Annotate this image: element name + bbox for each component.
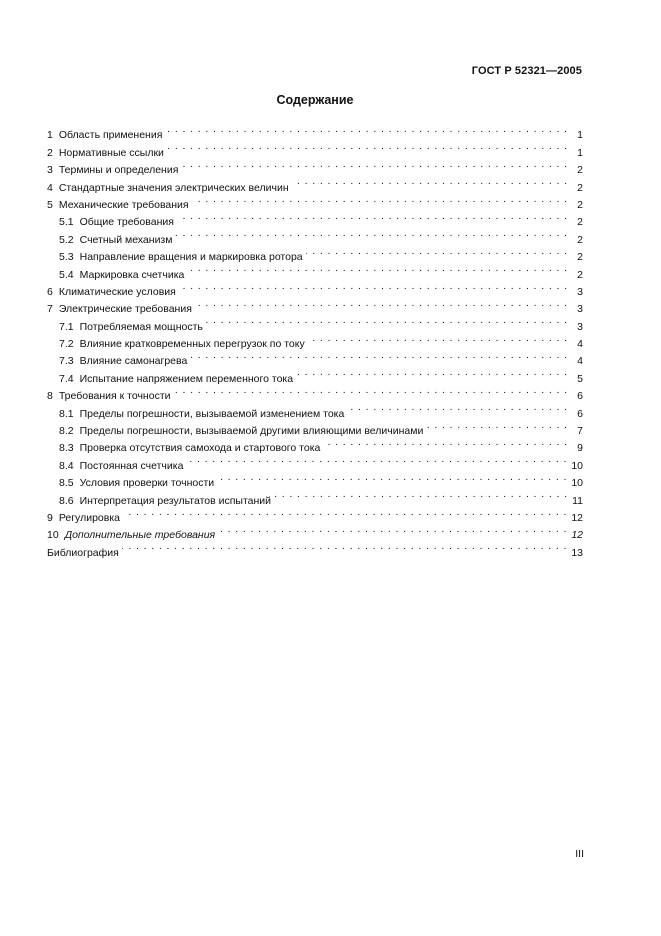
toc-entry-page: 2 [577, 268, 583, 281]
toc-entry-label: Пределы погрешности, вызываемой другими влияющими величинами [79, 425, 424, 438]
toc-entry-label: Проверка отсутствия самохода и стартового тока [79, 442, 321, 455]
dot-leader [122, 538, 567, 555]
toc-entry-number: 5.2 [59, 233, 74, 246]
toc-entry[interactable] [47, 121, 583, 142]
toc-entry-number: 2 [47, 146, 53, 159]
toc-entry-page: 2 [577, 181, 583, 194]
dot-leader [190, 347, 568, 364]
toc-entry-label: Влияние самонагрева [79, 355, 188, 368]
toc-entry-number: 7.3 [59, 355, 74, 368]
dot-leader [192, 191, 568, 208]
dot-leader [323, 434, 568, 451]
dot-leader [306, 243, 568, 260]
dot-leader [218, 521, 567, 538]
toc-entry-label: Дополнительные требования [64, 529, 216, 542]
toc-entry-label: Маркировка счетчика [79, 268, 185, 281]
toc-entry-page: 10 [571, 477, 583, 490]
dot-leader [186, 451, 567, 468]
toc-entry-number: 9 [47, 511, 53, 524]
toc-entry-page: 10 [571, 459, 583, 472]
toc-entry-label: Механические требования [58, 198, 189, 211]
toc-entry-label: Направление вращения и маркировка ротора [79, 251, 303, 264]
dot-leader [123, 504, 567, 521]
dot-leader [177, 208, 568, 225]
table-of-contents [47, 121, 583, 559]
toc-entry-label: Электрические требования [58, 303, 192, 316]
toc-entry-label: Условия проверки точности [79, 477, 215, 490]
toc-entry-label: Потребляемая мощность [79, 320, 203, 333]
toc-entry-number: 7.1 [59, 320, 74, 333]
toc-entry-page: 3 [577, 285, 583, 298]
dot-leader [174, 382, 569, 399]
toc-entry-page: 3 [577, 320, 583, 333]
dot-leader [292, 173, 568, 190]
toc-entry[interactable] [47, 538, 583, 559]
toc-entry-page: 12 [571, 529, 583, 542]
toc-entry-page: 4 [577, 355, 583, 368]
toc-entry-page: 3 [577, 303, 583, 316]
toc-entry-page: 6 [577, 407, 583, 420]
document-code: ГОСТ Р 52321—2005 [471, 65, 582, 77]
toc-entry-label: Общие требования [79, 216, 174, 229]
toc-entry-label: Область применения [58, 129, 163, 142]
dot-leader [195, 295, 568, 312]
dot-leader [181, 156, 568, 173]
toc-entry-number: 7.4 [59, 372, 74, 385]
toc-entry-page: 2 [577, 198, 583, 211]
toc-entry-page: 2 [577, 233, 583, 246]
toc-entry-label: Постоянная счетчика [79, 459, 184, 472]
toc-entry-label: Счетный механизм [79, 233, 173, 246]
toc-entry-number: 5.4 [59, 268, 74, 281]
toc-entry-label: Библиография [47, 546, 119, 559]
dot-leader [165, 121, 568, 138]
toc-entry-page: 12 [571, 511, 583, 524]
toc-entry-page: 2 [577, 251, 583, 264]
toc-entry-page: 2 [577, 164, 583, 177]
toc-entry-label: Испытание напряжением переменного тока [79, 372, 294, 385]
toc-entry-number: 8.5 [59, 477, 74, 490]
toc-entry-number: 3 [47, 164, 53, 177]
dot-leader [217, 469, 567, 486]
dot-leader [206, 312, 568, 329]
toc-entry-page: 13 [571, 546, 583, 559]
toc-entry-page: 7 [577, 425, 583, 438]
toc-entry-label: Пределы погрешности, вызываемой изменением тока [79, 407, 345, 420]
toc-entry-number: 7.2 [59, 338, 74, 351]
dot-leader [308, 330, 568, 347]
toc-entry-page: 5 [577, 372, 583, 385]
toc-entry-label: Климатические условия [58, 285, 176, 298]
toc-entry-number: 8.2 [59, 425, 74, 438]
toc-entry-label: Интерпретация результатов испытаний [79, 494, 272, 507]
dot-leader [296, 364, 568, 381]
toc-entry-number: 6 [47, 285, 53, 298]
dot-leader [175, 225, 568, 242]
dot-leader [167, 138, 568, 155]
toc-entry-number: 8.1 [59, 407, 74, 420]
toc-entry[interactable] [47, 504, 583, 524]
toc-entry-label: Влияние кратковременных перегрузок по току [79, 338, 305, 351]
toc-title: Содержание [276, 93, 354, 107]
dot-leader [179, 278, 568, 295]
toc-entry-number: 7 [47, 303, 53, 316]
toc-entry-number: 4 [47, 181, 53, 194]
page-number: III [575, 848, 584, 860]
dot-leader [347, 399, 568, 416]
toc-entry-label: Требования к точности [58, 390, 171, 403]
toc-entry-label: Нормативные ссылки [58, 146, 164, 159]
dot-leader [426, 417, 568, 434]
toc-entry-number: 8.6 [59, 494, 74, 507]
toc-entry-page: 1 [577, 146, 583, 159]
toc-entry[interactable] [47, 521, 583, 542]
toc-entry-number: 8 [47, 390, 53, 403]
dot-leader [187, 260, 568, 277]
toc-entry-page: 11 [572, 494, 583, 507]
toc-entry-label: Термины и определения [58, 164, 179, 177]
toc-entry-number: 8.3 [59, 442, 74, 455]
toc-entry-page: 2 [577, 216, 583, 229]
toc-entry-page: 4 [577, 338, 583, 351]
toc-entry-number: 1 [47, 129, 53, 142]
toc-entry-number: 5 [47, 198, 53, 211]
toc-entry-number: 10 [47, 529, 59, 542]
toc-entry-label: Стандартные значения электрических величин [58, 181, 289, 194]
dot-leader [274, 486, 568, 503]
toc-entry-number: 5.3 [59, 251, 74, 264]
toc-entry-number: 8.4 [59, 459, 74, 472]
toc-entry-page: 9 [577, 442, 583, 455]
toc-entry-page: 6 [577, 390, 583, 403]
toc-entry-page: 1 [577, 129, 583, 142]
toc-entry-number: 5.1 [59, 216, 74, 229]
toc-entry-label: Регулировка [58, 511, 120, 524]
